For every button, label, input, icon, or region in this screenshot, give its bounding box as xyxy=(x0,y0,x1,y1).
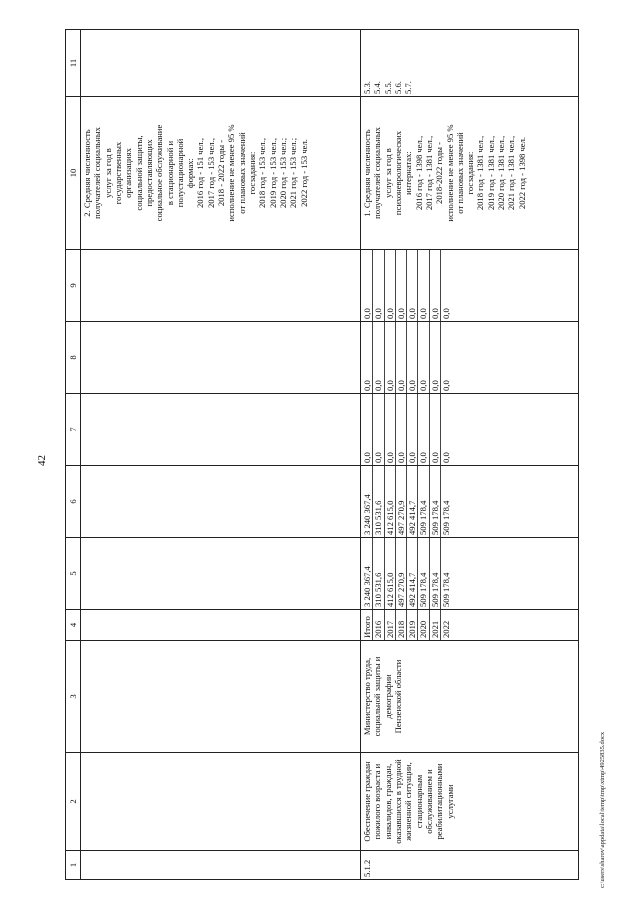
table-cell xyxy=(81,851,361,880)
text-line: государственных xyxy=(112,141,123,205)
text-line: жизненной ситуации, xyxy=(403,762,414,841)
other-sources-cell xyxy=(361,250,579,322)
text-line: 2020 год - 153 чел.; xyxy=(277,137,288,209)
text-line: 2018 год - 153 чел., xyxy=(257,138,268,208)
sub-cell: 0,0 xyxy=(395,322,406,393)
sub-cell: 412 615,0 xyxy=(384,466,395,537)
text-line: госзадания: xyxy=(247,151,257,195)
text-line: госзадания: xyxy=(465,151,476,195)
sub-cell: Итого xyxy=(362,616,372,638)
text-line: получателей социальных xyxy=(372,127,383,219)
text-line: 5.4. xyxy=(372,81,383,94)
sub-cell: 0,0 xyxy=(429,250,440,321)
header-cell: 10 xyxy=(66,97,81,250)
table-cell xyxy=(81,610,361,641)
table-cell xyxy=(81,250,361,322)
sub-cell: 3 240 367,4 xyxy=(362,566,372,607)
sub-cell: 0,0 xyxy=(384,250,395,321)
sub-cell: 0,0 xyxy=(395,394,406,465)
text-line: социальной защиты, xyxy=(133,135,144,211)
header-cell: 3 xyxy=(66,641,81,753)
text-line: психоневрологических xyxy=(392,130,403,216)
table-row xyxy=(361,30,579,880)
sub-cell: 0,0 xyxy=(429,322,440,393)
text-line: услугами xyxy=(444,784,455,819)
table-cell xyxy=(81,538,361,610)
sub-cell: 2022 xyxy=(440,610,451,640)
sub-cell: 0,0 xyxy=(384,322,395,393)
indicator-cell xyxy=(81,97,361,250)
sub-cell: 0,0 xyxy=(406,394,417,465)
sub-cell: 310 531,6 xyxy=(372,538,383,609)
sub-cell: 0,0 xyxy=(406,250,417,321)
sub-cell: 0,0 xyxy=(440,250,451,321)
text-line: 2019 год - 1381 чел., xyxy=(485,135,496,211)
sub-cell: 412 615,0 xyxy=(384,538,395,609)
text-line: реабилитационными xyxy=(434,763,445,840)
sub-cell: 509 178,4 xyxy=(429,538,440,609)
sub-cell: 509 178,4 xyxy=(440,466,451,537)
sub-cell: 509 178,4 xyxy=(440,538,451,609)
header-cell: 8 xyxy=(66,322,81,394)
header-row xyxy=(66,30,81,880)
text-line: от плановых значений xyxy=(454,132,465,214)
sub-cell: 2019 xyxy=(406,610,417,640)
table-cell xyxy=(81,753,361,851)
sub-cell: 0,0 xyxy=(406,322,417,393)
sub-cell: 0,0 xyxy=(362,452,372,463)
sub-cell: 2020 xyxy=(417,610,428,640)
text-line: 2021 год - 153 чел.; xyxy=(288,137,299,209)
file-path: c:\users\sharov\appdata\local\temp\tmp\xtmp\4925835.docx xyxy=(599,731,606,888)
page-number: 42 xyxy=(36,455,48,466)
sub-cell: 0,0 xyxy=(395,250,406,321)
text-line: 5.6. xyxy=(392,81,403,94)
sub-cell: 0,0 xyxy=(372,250,383,321)
program-table xyxy=(65,29,579,880)
text-line: 2019 год - 153 чел., xyxy=(267,138,278,208)
text-line: услуг за год в xyxy=(102,148,113,198)
text-line: получателей социальных xyxy=(92,127,103,219)
text-line: 2022 год - 1398 чел. xyxy=(516,136,527,210)
text-line: услуг за год в xyxy=(382,148,393,198)
sub-cell: 0,0 xyxy=(440,394,451,465)
sub-cell: 0,0 xyxy=(362,380,372,391)
text-line: 1. Средняя численность xyxy=(362,129,372,217)
sub-cell: 0,0 xyxy=(417,394,428,465)
header-cell: 1 xyxy=(66,851,81,880)
text-line: Министерство труда, xyxy=(362,657,372,736)
text-line: обслуживанием и xyxy=(423,769,434,834)
sub-cell: 2018 xyxy=(395,610,406,640)
text-line: 2018 год - 1381 чел., xyxy=(475,135,486,211)
text-line: инвалидов, граждан, xyxy=(382,763,393,840)
sub-cell: 2017 xyxy=(384,610,395,640)
related-indicators-cell xyxy=(361,30,579,97)
text-line: Пензенской области xyxy=(392,659,403,734)
text-line: исполнение не менее 95 % xyxy=(444,124,455,222)
text-line: 2017 год - 1381 чел., xyxy=(423,135,434,211)
header-cell: 6 xyxy=(66,466,81,538)
sub-cell: 0,0 xyxy=(384,394,395,465)
sub-cell: 509 178,4 xyxy=(417,538,428,609)
text-line: стационарным xyxy=(413,774,424,829)
years-cell xyxy=(361,610,579,641)
text-line: 2020 год - 1381 чел., xyxy=(496,135,507,211)
sub-cell: 310 531,6 xyxy=(372,466,383,537)
text-line: социальной защиты и xyxy=(372,656,383,737)
sub-cell: 0,0 xyxy=(440,322,451,393)
table-cell xyxy=(81,322,361,394)
sub-cell: 0,0 xyxy=(372,322,383,393)
header-cell: 5 xyxy=(66,538,81,610)
text-line: пожилого возраста и xyxy=(372,763,383,840)
sub-cell: 0,0 xyxy=(417,250,428,321)
text-line: 5.7. xyxy=(403,81,414,94)
federal-budget-cell xyxy=(361,394,579,466)
sub-cell: 492 414,7 xyxy=(406,466,417,537)
executor xyxy=(361,641,579,753)
sub-cell: 497 270,9 xyxy=(395,538,406,609)
text-line: от плановых значений xyxy=(236,132,247,214)
rotated-table-container xyxy=(65,30,577,880)
header-cell: 9 xyxy=(66,250,81,322)
sub-cell: 492 414,7 xyxy=(406,538,417,609)
text-line: оказавшихся в трудной xyxy=(392,759,403,844)
text-line: исполнение не менее 95 % xyxy=(226,124,237,222)
sub-cell: 497 270,9 xyxy=(395,466,406,537)
sub-cell: 0,0 xyxy=(372,394,383,465)
table-row xyxy=(81,30,361,880)
text-line: Обеспечение граждан xyxy=(362,761,372,842)
text-line: 2021 год - 1381 чел., xyxy=(506,135,517,211)
header-cell: 2 xyxy=(66,753,81,851)
text-line: 2018-2022 годы - xyxy=(434,142,445,204)
text-line: интернатах: xyxy=(403,151,414,195)
total-cell xyxy=(361,538,579,610)
text-line: демографии xyxy=(382,674,393,719)
table-cell xyxy=(81,466,361,538)
header-cell: 7 xyxy=(66,394,81,466)
municipal-budget-cell xyxy=(361,322,579,394)
table-cell xyxy=(81,641,361,753)
text-line: организациях xyxy=(123,148,134,198)
text-line: предоставляющих xyxy=(143,139,154,207)
sub-cell: 509 178,4 xyxy=(429,466,440,537)
activity-title xyxy=(361,753,579,851)
table-cell xyxy=(81,30,361,97)
text-line: формах: xyxy=(185,158,196,188)
sub-cell: 0,0 xyxy=(417,322,428,393)
indicator-cell xyxy=(361,97,579,250)
text-line: в стационарной и xyxy=(164,140,175,206)
text-line: 2016 год - 151 чел., xyxy=(195,138,206,208)
text-line: 2018 - 2022 годы - xyxy=(216,139,227,207)
sub-cell: 2021 xyxy=(429,610,440,640)
text-line: полустационарной xyxy=(174,138,185,208)
table-cell xyxy=(81,394,361,466)
text-line: 2016 год - 1398 чел., xyxy=(413,135,424,211)
text-line: 2017 год - 153 чел., xyxy=(205,138,216,208)
text-line: социальное обслуживание xyxy=(154,124,165,222)
row-number: 5.1.2 xyxy=(361,851,579,880)
regional-budget-cell xyxy=(361,466,579,538)
sub-cell: 509 178,4 xyxy=(417,466,428,537)
sub-cell: 3 240 367,4 xyxy=(362,494,372,535)
text-line: 5.3. xyxy=(362,81,372,94)
text-line: 5.5. xyxy=(382,81,393,94)
sub-cell: 0,0 xyxy=(429,394,440,465)
header-cell: 4 xyxy=(66,610,81,641)
text-line: 2. Средняя численность xyxy=(82,129,92,217)
sub-cell: 0,0 xyxy=(362,308,372,319)
text-line: 2022 год - 153 чел. xyxy=(298,139,309,207)
sub-cell: 2016 xyxy=(372,610,383,640)
header-cell: 11 xyxy=(66,30,81,97)
